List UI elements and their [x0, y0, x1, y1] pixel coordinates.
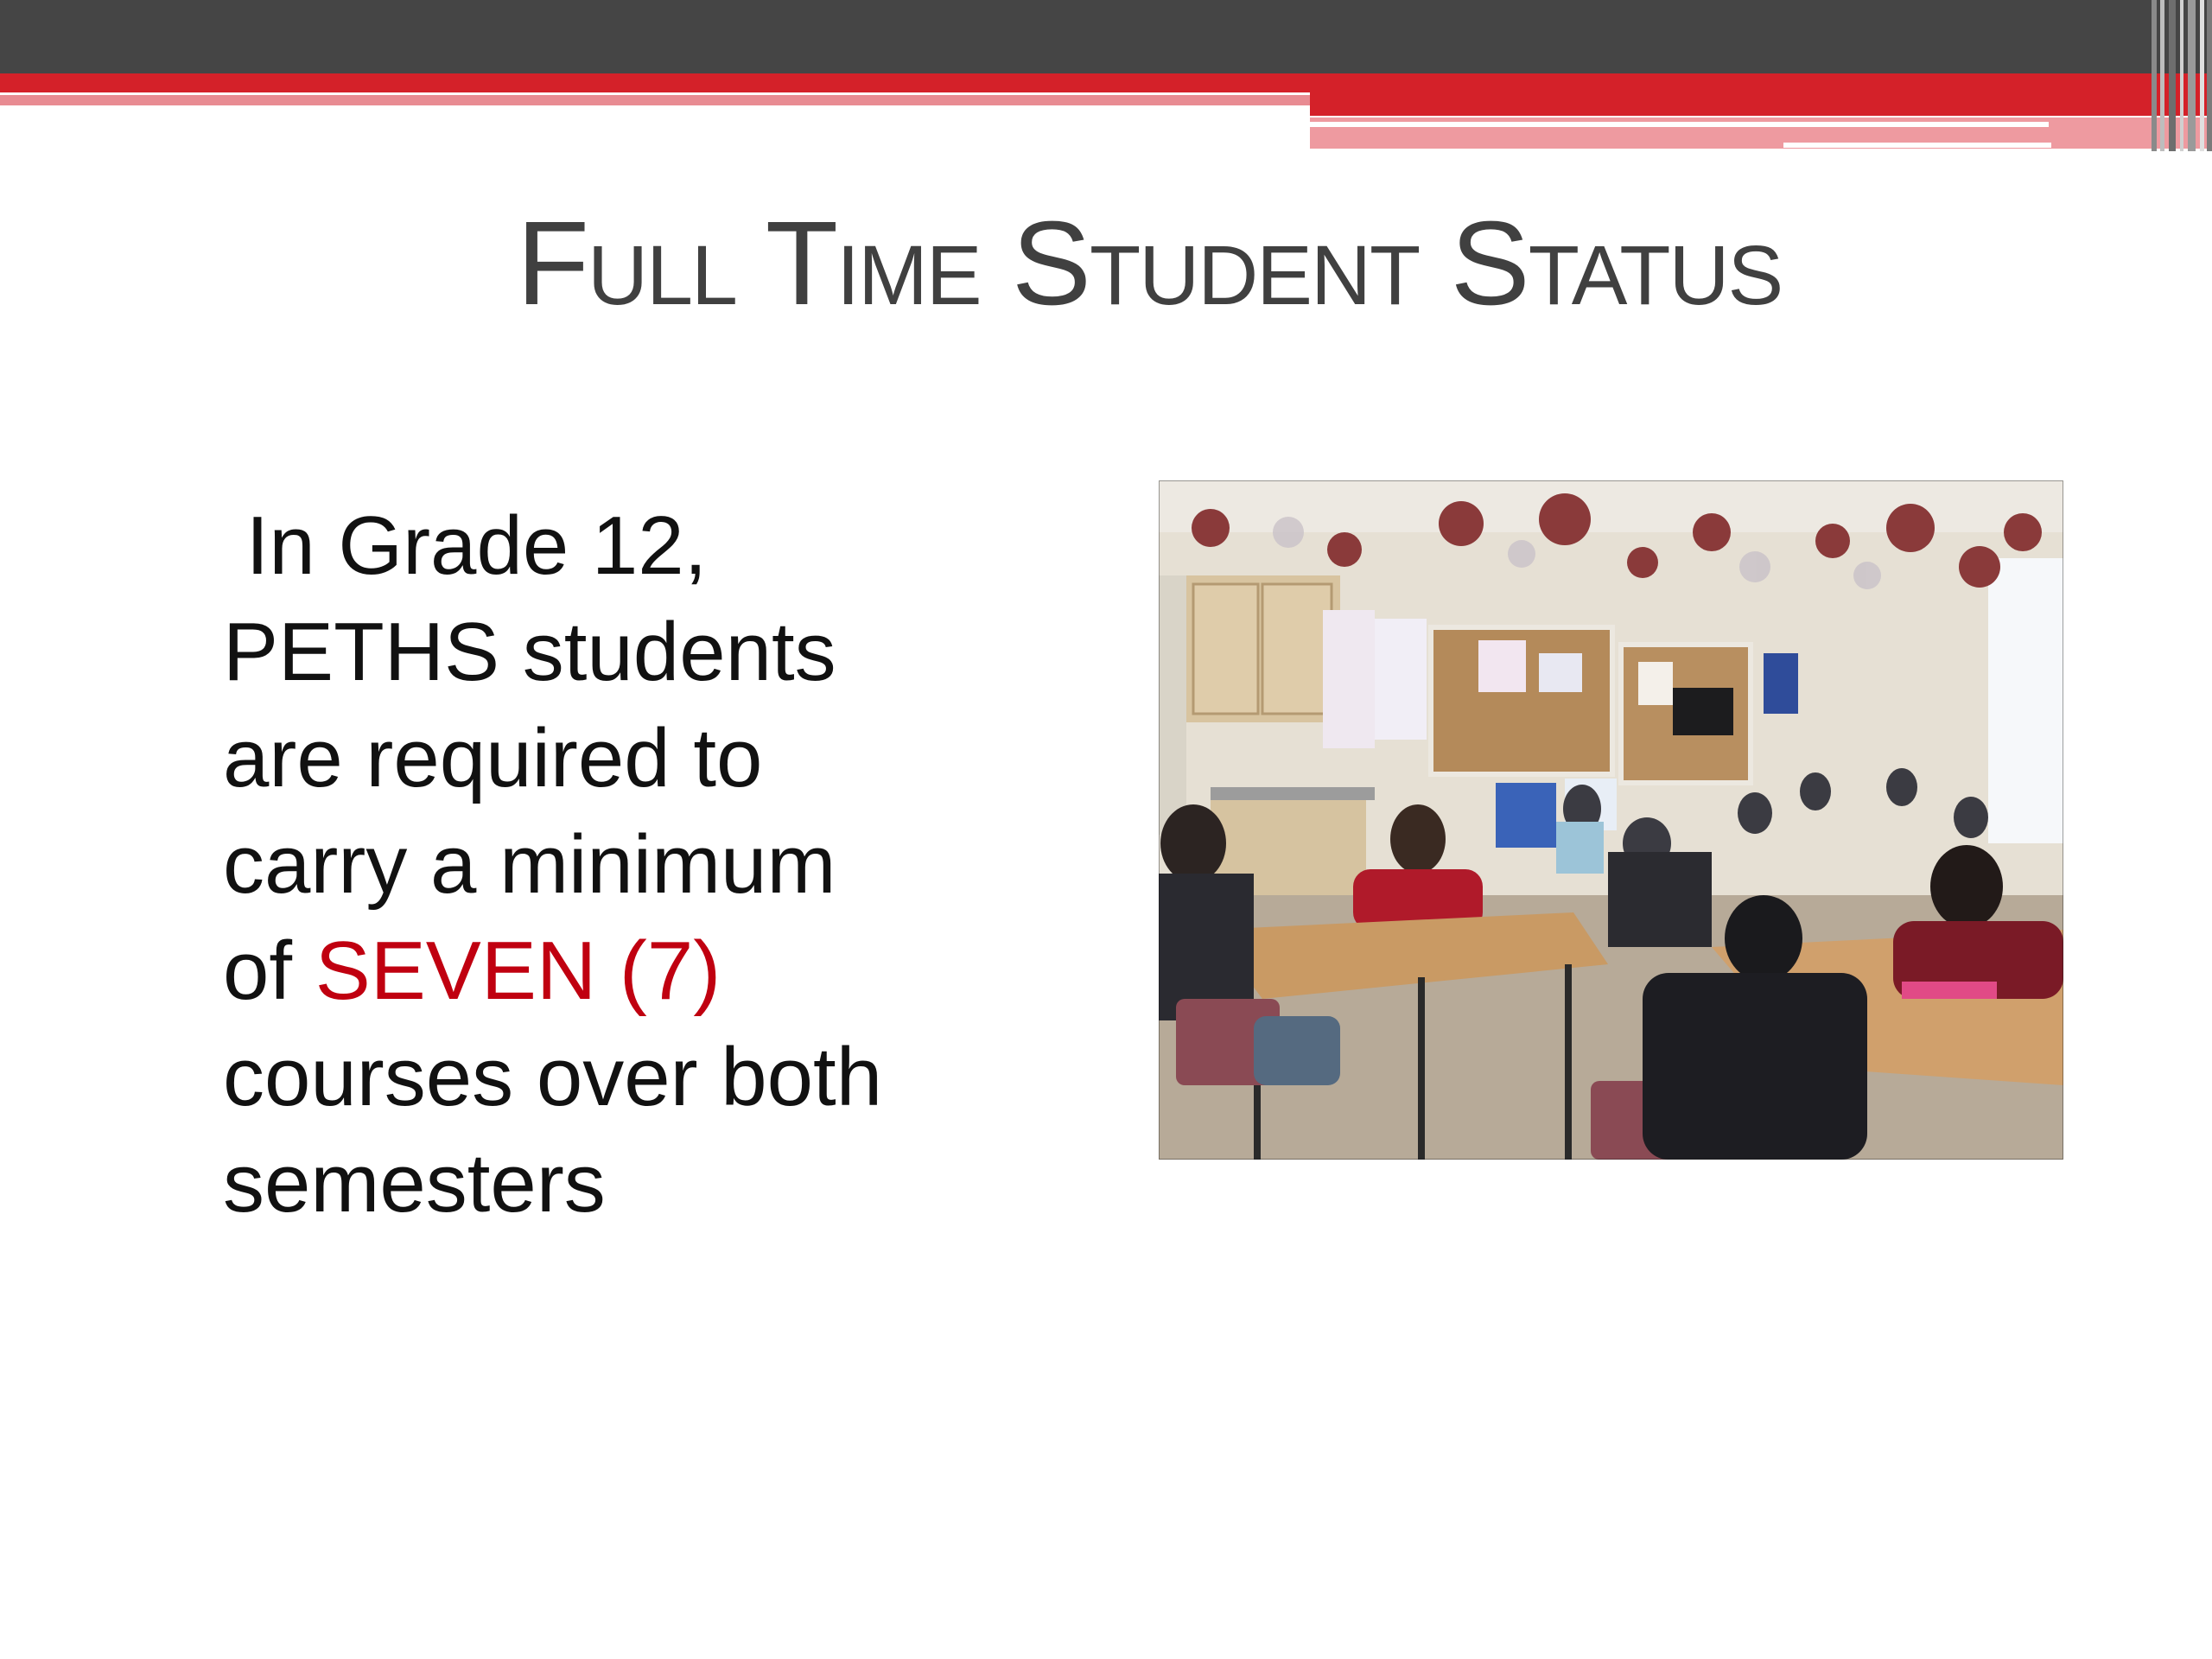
body-line: In Grade 12, — [223, 499, 708, 592]
body-line: are required to — [223, 712, 763, 804]
header-pink-band-left — [0, 95, 1310, 105]
body-line: semesters — [223, 1137, 606, 1230]
emphasis-text: SEVEN (7) — [315, 925, 721, 1017]
header-red-band-right — [1310, 92, 2212, 116]
header-dark-band — [0, 0, 2212, 73]
classroom-photo — [1159, 480, 2063, 1160]
header-white-line — [1310, 122, 2049, 127]
header-red-band — [0, 73, 2212, 92]
body-line: courses over both — [223, 1031, 883, 1123]
body-line-prefix: of — [223, 925, 315, 1017]
body-text — [223, 493, 1001, 1236]
slide-title: Full Time Student Status — [516, 197, 1783, 330]
header-edge-stripes — [2152, 0, 2212, 151]
body-line-with-emphasis — [223, 918, 1001, 1024]
header-white-line-2 — [1783, 143, 2051, 148]
body-line: PETHS students — [223, 606, 836, 698]
body-line: carry a minimum — [223, 818, 836, 911]
